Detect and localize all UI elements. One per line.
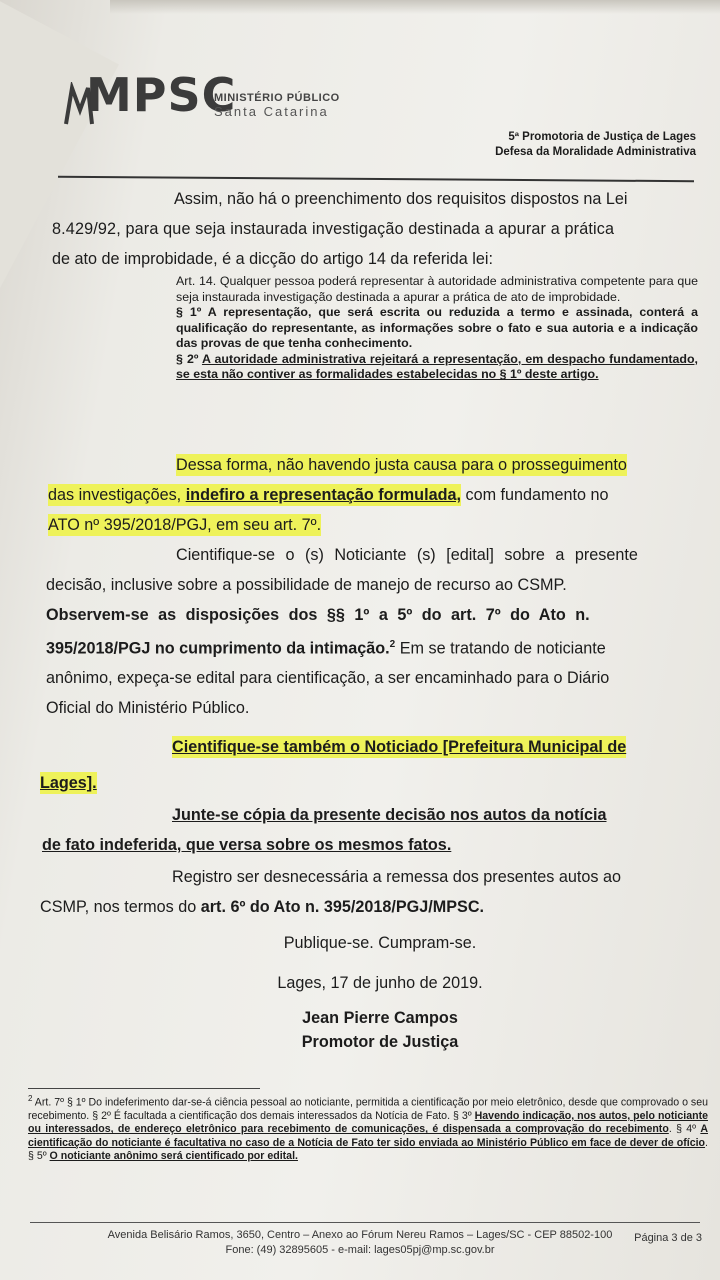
law-quote xyxy=(176,274,698,383)
quote-paragraph-1: § 1º A representação, que será escrita ou reduzida a termo e assinada, conterá a qualificação do representante, as informações sobre o fato e sua autoria e a indicação das provas de que tenha conhecimento. xyxy=(176,305,698,350)
footer-contact: Fone: (49) 32895605 - e-mail: lages05pj@mp.sc.gov.br xyxy=(225,1244,495,1256)
quote-paragraph-2-text: A autoridade administrativa rejeitará a representação, em despacho fundamentado, se esta não contiver as formalidades estabelecidas no § 1º deste artigo. xyxy=(176,351,698,381)
text-line: 8.429/92, para que seja instaurada investigação destinada a apurar a prática xyxy=(52,220,615,238)
bold-text: 395/2018/PGJ no cumprimento da intimação. xyxy=(46,639,390,658)
text-line xyxy=(40,732,710,762)
text-line: Registro ser desnecessária a remessa dos presentes autos ao xyxy=(172,868,621,886)
office-line-1: 5ª Promotoria de Justiça de Lages xyxy=(508,131,696,143)
text-line: de ato de improbidade, é a dicção do artigo 14 da referida lei: xyxy=(52,250,493,268)
footer-address: Avenida Belisário Ramos, 3650, Centro – Anexo ao Fórum Nereu Ramos – Lages/SC - CEP 88502-100 xyxy=(107,1229,613,1241)
text-line: Cientifique-se o (s) Noticiante (s) [edital] sobre a presente xyxy=(176,546,638,564)
footnote-emphasis: O noticiante anônimo será cientificado por edital. xyxy=(49,1150,298,1163)
footnote xyxy=(28,1092,708,1164)
footnote-text: Art. 7º § 1º Do indeferimento dar-se-á ciência pessoal ao noticiante, permitida a cientificação por meio eletrônico, desde que comprovado o seu recebimento. § 2º É facultada a cientificação dos demais interessados da Notícia de Fato. § 3º xyxy=(28,1096,708,1122)
text-line xyxy=(48,510,708,540)
text-line: Observem-se as disposições dos §§ 1º a 5º do art. 7º do Ato n. xyxy=(46,606,590,624)
footnote-number: 2 xyxy=(28,1094,33,1103)
highlighted-text xyxy=(48,484,461,506)
text-line xyxy=(48,480,708,510)
text-line: de fato indeferida, que versa sobre os mesmos fatos. xyxy=(42,836,452,854)
paragraph-notification xyxy=(46,540,708,723)
text-line: Oficial do Ministério Público. xyxy=(46,699,250,718)
quote-paragraph-2 xyxy=(176,352,698,383)
footnote-ref: 2 xyxy=(389,639,396,650)
footer-divider xyxy=(30,1222,700,1223)
quote-article: Art. 14. Qualquer pessoa poderá representar à autoridade administrativa competente para que seja instaurada investigação destinada a apurar a prática de ato de improbidade. xyxy=(176,274,698,304)
footnote-emphasis: Havendo indicação, nos autos, pelo noticiante ou interessados, de endereço eletrônico para recebimento de comunicações, é dispensada a comprovação do recebimento xyxy=(28,1109,708,1136)
footnote-emphasis: A cientificação do noticiante é facultativa no caso de a Notícia de Fato ter sido enviada ao Ministério Público em face de dever de ofício xyxy=(28,1123,708,1149)
page-number: Página 3 de 3 xyxy=(634,1232,702,1244)
signer-name: Jean Pierre Campos xyxy=(302,1009,458,1027)
text-line: Junte-se cópia da presente decisão nos autos da notícia xyxy=(172,806,607,824)
quote-paragraph-2-prefix: § 2º xyxy=(176,351,199,366)
text-line xyxy=(48,450,708,480)
closing-text: Publique-se. Cumpram-se. xyxy=(283,934,477,952)
decision-text: indefiro a representação formulada, xyxy=(185,486,461,504)
date-line: Lages, 17 de junho de 2019. xyxy=(277,974,483,992)
institution-state: Santa Catarina xyxy=(214,104,329,119)
signature-block xyxy=(190,1006,570,1054)
footnote-text: . § 4º xyxy=(668,1123,701,1136)
highlighted-text: Lages]. xyxy=(40,774,97,792)
text-span: CSMP, nos termos do xyxy=(40,898,197,916)
footnote-divider xyxy=(28,1088,260,1089)
text-line: decisão, inclusive sobre a possibilidade de manejo de recurso ao CSMP. xyxy=(46,576,567,594)
paragraph-registry xyxy=(40,862,708,922)
text-line xyxy=(40,768,710,798)
highlighted-text: Dessa forma, não havendo justa causa para o prosseguimento xyxy=(176,456,627,474)
signer-title: Promotor de Justiça xyxy=(301,1033,459,1051)
paragraph-intro xyxy=(52,184,702,274)
bold-text: art. 6º do Ato n. 395/2018/PGJ/MPSC. xyxy=(200,898,485,916)
highlighted-text: Cientifique-se também o Noticiado [Prefeitura Municipal de xyxy=(172,738,627,756)
text-line: Assim, não há o preenchimento dos requisitos dispostos na Lei xyxy=(174,190,628,208)
office-heading xyxy=(495,130,696,160)
office-line-2: Defesa da Moralidade Administrativa xyxy=(495,146,696,158)
text-span: Em se tratando de noticiante xyxy=(395,639,606,658)
highlighted-text: ATO nº 395/2018/PGJ, em seu art. 7º. xyxy=(48,516,322,534)
page-edge-shadow xyxy=(110,0,720,14)
header-divider xyxy=(58,176,694,182)
logo-text: MPSC xyxy=(86,68,237,122)
text-span: com fundamento no xyxy=(465,486,609,504)
paragraph-decision xyxy=(48,450,708,540)
footnote-text: . § 5º xyxy=(28,1136,708,1163)
paragraph-notify-defendant xyxy=(40,732,710,798)
text-line: anônimo, expeça-se edital para cientificação, a ser encaminhado para o Diário xyxy=(46,669,610,688)
page-footer xyxy=(60,1228,660,1258)
paragraph-attach-copy xyxy=(42,800,710,860)
text-line xyxy=(40,892,708,922)
text-line xyxy=(46,630,708,663)
institution-name: MINISTÉRIO PÚBLICO xyxy=(214,92,340,104)
text-span: das investigações, xyxy=(48,486,182,504)
